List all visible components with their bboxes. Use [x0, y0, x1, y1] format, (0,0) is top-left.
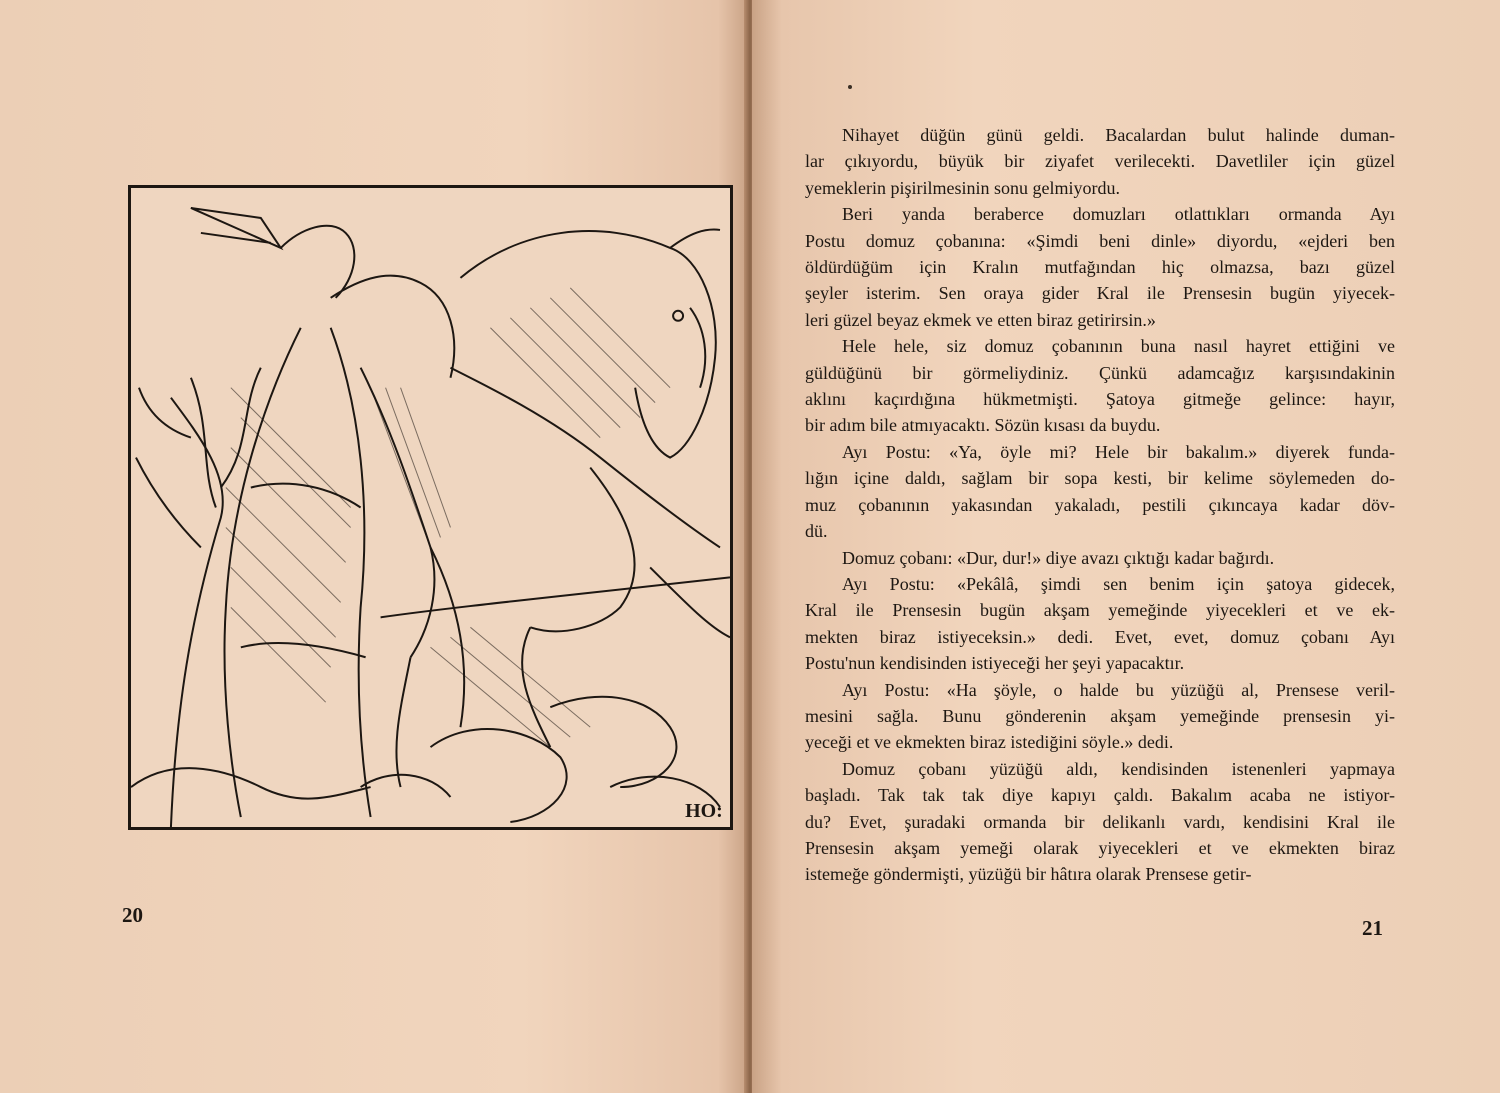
paragraph	[805, 333, 1395, 439]
text-line: Postu domuz çobanına: «Şimdi beni dinle» diyordu, «ejderi ben	[805, 230, 1395, 251]
text-line: şeyler isterim. Sen oraya gider Kral ile Prensesin bugün yiyecek-	[805, 283, 1395, 304]
paragraph	[805, 122, 1395, 201]
text-line: Domuz çobanı: «Dur, dur!» diye avazı çıktığı kadar bağırdı.	[842, 547, 1275, 568]
illustration-monogram: HO:	[685, 800, 723, 823]
paragraph	[805, 545, 1395, 571]
text-line: Kral ile Prensesin bugün akşam yemeğinde yiyecekleri et ve ek-	[805, 600, 1395, 621]
text-line: Ayı Postu: «Pekâlâ, şimdi sen benim için şatoya gidecek,	[842, 573, 1395, 594]
text-line: öldürdüğüm için Kralın mutfağından hiç olmazsa, bazı güzel	[805, 257, 1395, 278]
text-line: Beri yanda beraberce domuzları otlattıkları ormanda Ayı	[842, 204, 1395, 225]
text-line: güldüğünü bir görmeliydiniz. Çünkü adamcağız karşısındakinin	[805, 362, 1395, 383]
text-line: yemeklerin pişirilmesinin sonu gelmiyordu.	[805, 177, 1120, 198]
paragraph	[805, 571, 1395, 677]
story-text	[805, 122, 1395, 888]
text-line: lığın içine daldı, sağlam bir sopa kesti, bir kelime söylemeden do-	[805, 468, 1395, 489]
page-number-left: 20	[122, 903, 143, 927]
paragraph	[805, 756, 1395, 888]
text-line: Ayı Postu: «Ha şöyle, o halde bu yüzüğü al, Prensese veril-	[842, 679, 1395, 700]
text-line: başladı. Tak tak tak diye kapıyı çaldı. Bakalım acaba ne istiyor-	[805, 785, 1395, 806]
text-line: bir adım bile atmıyacaktı. Sözün kısası da buydu.	[805, 415, 1161, 436]
text-line: leri güzel beyaz ekmek ve etten biraz getirirsin.»	[805, 309, 1156, 330]
text-line: dü.	[805, 521, 828, 542]
text-line: mekten biraz istiyeceksin.» dedi. Evet, evet, domuz çobanı Ayı	[805, 626, 1395, 647]
text-line: mesini sağla. Bunu gönderenin akşam yemeğinde prensesin yi-	[805, 705, 1395, 726]
paragraph	[805, 677, 1395, 756]
text-line: yeceği et ve ekmekten biraz istediğini söyle.» dedi.	[805, 732, 1174, 753]
illustration-bearskin-kiss	[128, 185, 733, 830]
text-line: aklını kaçırdığına hükmetmişti. Şatoya gitmeğe gelince: hayır,	[805, 389, 1395, 410]
page-number-right: 21	[1362, 916, 1383, 940]
paragraph	[805, 201, 1395, 333]
text-line: Nihayet düğün günü geldi. Bacalardan bulut halinde duman-	[842, 125, 1395, 145]
left-page	[0, 0, 748, 1093]
text-line: lar çıkıyordu, büyük bir ziyafet verilecekti. Davetliler için güzel	[805, 151, 1395, 172]
text-line: Postu'nun kendisinden istiyeceği her şeyi yapacaktır.	[805, 653, 1185, 674]
text-line: Ayı Postu: «Ya, öyle mi? Hele bir bakalım.» diyerek funda-	[842, 441, 1395, 462]
text-line: istemeğe göndermişti, yüzüğü bir hâtıra olarak Prensese getir-	[805, 864, 1252, 885]
text-line: Hele hele, siz domuz çobanının buna nasıl hayret ettiğini ve	[842, 336, 1395, 357]
paragraph	[805, 439, 1395, 545]
text-line: muz çobanının yakasından yakaladı, pestili çıkıncaya kadar döv-	[805, 494, 1395, 515]
ink-speck	[848, 85, 852, 89]
illustration-drawing	[131, 188, 730, 827]
text-line: Prensesin akşam yemeği olarak yiyecekleri et ve ekmekten biraz	[805, 837, 1395, 858]
text-line: du? Evet, şuradaki ormanda bir delikanlı vardı, kendisini Kral ile	[805, 811, 1395, 832]
text-line: Domuz çobanı yüzüğü aldı, kendisinden istenenleri yapmaya	[842, 758, 1395, 779]
